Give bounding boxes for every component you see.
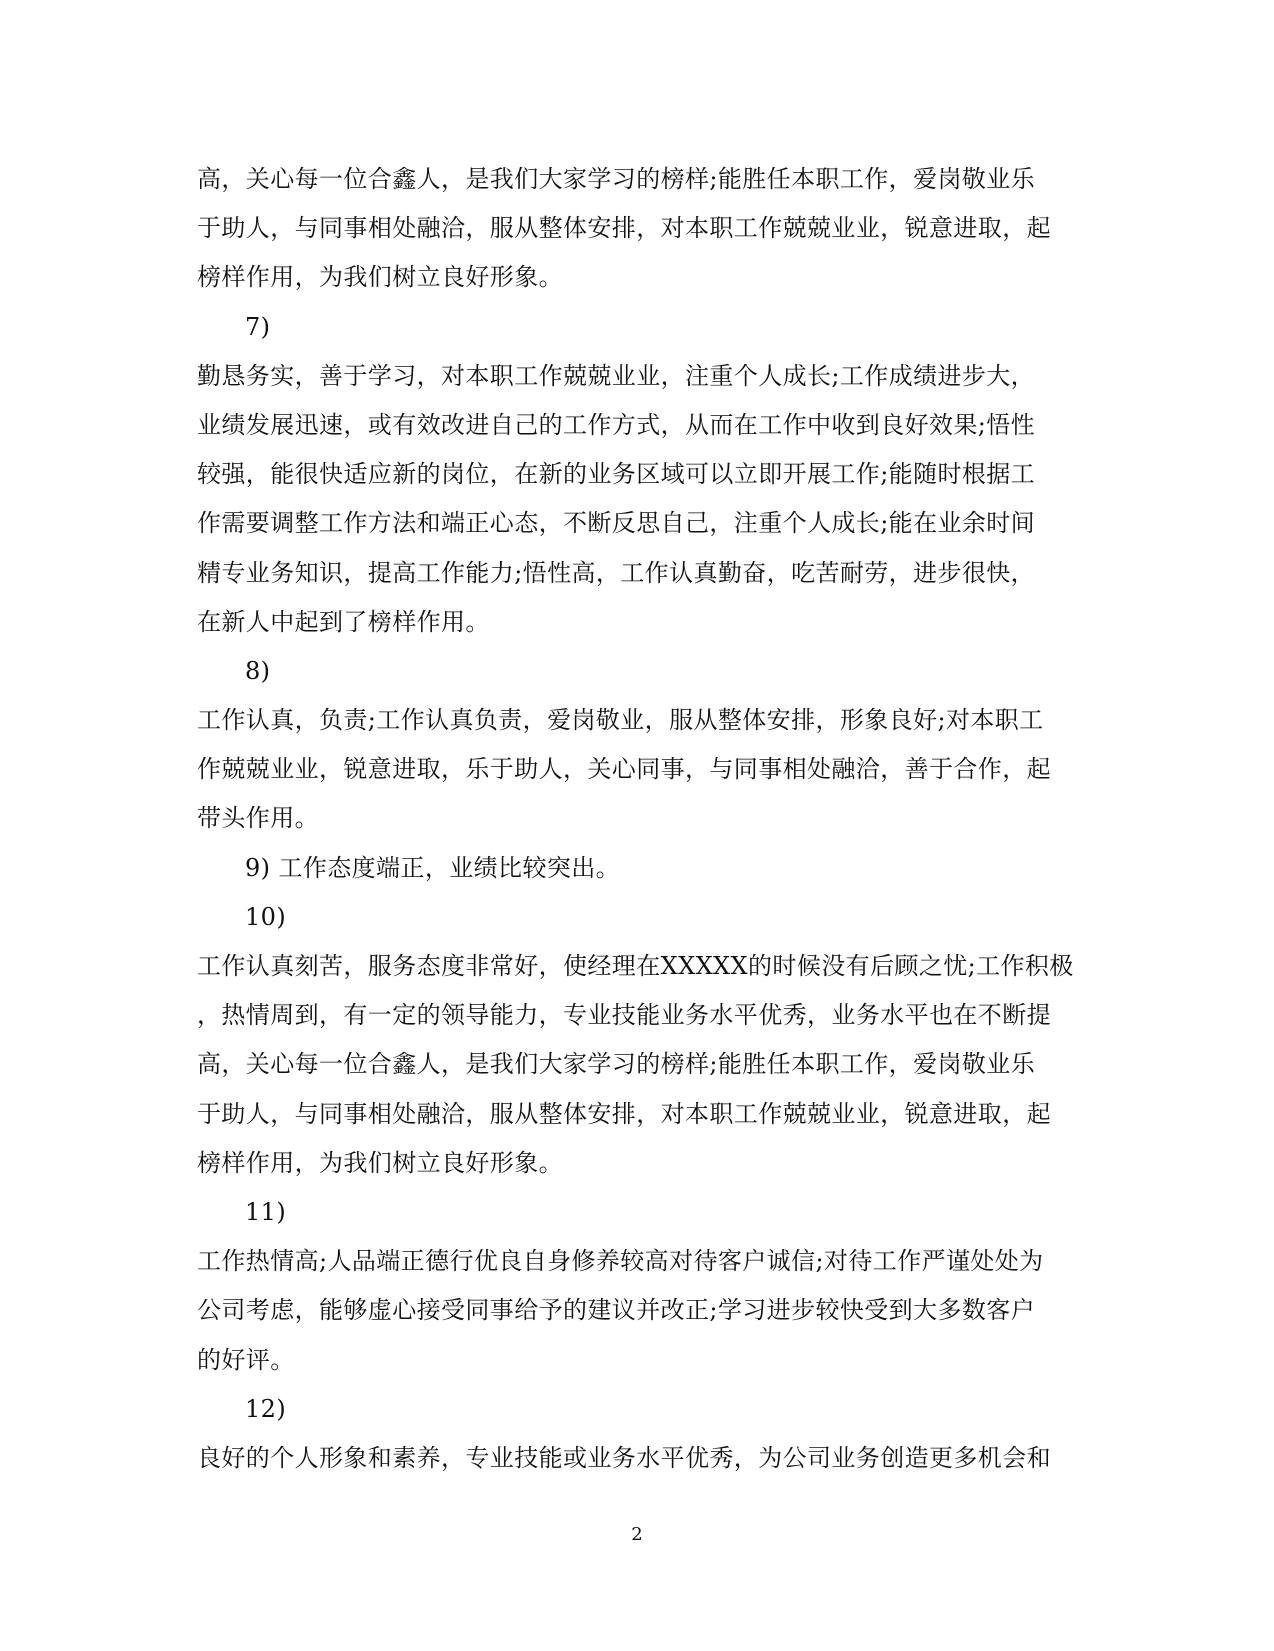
text-line: 业绩发展迅速，或有效改进自己的工作方式，从而在工作中收到良好效果;悟性 — [197, 410, 1036, 439]
text-line: ，热情周到，有一定的领导能力，专业技能业务水平优秀，业务水平也在不断提 — [197, 1001, 1051, 1030]
text-line: 于助人，与同事相处融洽，服从整体安排，对本职工作兢兢业业，锐意进取，起 — [197, 214, 1051, 243]
text-line: 7) — [245, 312, 271, 341]
text-line: 8) — [245, 656, 271, 685]
text-line: 榜样作用，为我们树立良好形象。 — [197, 263, 563, 292]
text-line: 勤恳务实，善于学习，对本职工作兢兢业业，注重个人成长;工作成绩进步大， — [197, 361, 1036, 390]
text-line: 良好的个人形象和素养，专业技能或业务水平优秀，为公司业务创造更多机会和 — [197, 1443, 1051, 1472]
text-line: 12) — [245, 1394, 287, 1423]
text-line: 在新人中起到了榜样作用。 — [197, 607, 490, 636]
text-line: 工作认真，负责;工作认真负责，爱岗敬业，服从整体安排，形象良好;对本职工 — [197, 706, 1044, 735]
text-line: 较强，能很快适应新的岗位，在新的业务区域可以立即开展工作;能随时根据工 — [197, 460, 1036, 489]
text-line: 精专业务知识，提高工作能力;悟性高，工作认真勤奋，吃苦耐劳，进步很快， — [197, 558, 1036, 587]
text-line: 榜样作用，为我们树立良好形象。 — [197, 1148, 563, 1177]
text-line: 于助人，与同事相处融洽，服从整体安排，对本职工作兢兢业业，锐意进取，起 — [197, 1099, 1051, 1128]
page-number: 2 — [631, 1524, 643, 1545]
text-line: 高，关心每一位合鑫人，是我们大家学习的榜样;能胜任本职工作，爱岗敬业乐 — [197, 1050, 1036, 1079]
text-line: 9) 工作态度端正，业绩比较突出。 — [245, 853, 621, 882]
text-line: 11) — [245, 1197, 287, 1226]
text-line: 工作热情高;人品端正德行优良自身修养较高对待客户诚信;对待工作严谨处处为 — [197, 1247, 1044, 1276]
text-line: 带头作用。 — [197, 804, 319, 833]
text-line: 高，关心每一位合鑫人，是我们大家学习的榜样;能胜任本职工作，爱岗敬业乐 — [197, 165, 1036, 193]
text-line: 的好评。 — [197, 1345, 295, 1374]
document-body — [197, 155, 1077, 1483]
text-line: 作兢兢业业，锐意进取，乐于助人，关心同事，与同事相处融洽，善于合作，起 — [197, 755, 1051, 784]
text-line: 10) — [245, 902, 287, 931]
text-line: 作需要调整工作方法和端正心态，不断反思自己，注重个人成长;能在业余时间 — [197, 509, 1036, 538]
text-line: 工作认真刻苦，服务态度非常好，使经理在XXXXX的时候没有后顾之忧;工作积极 — [197, 952, 1074, 980]
text-line: 公司考虑，能够虚心接受同事给予的建议并改正;学习进步较快受到大多数客户 — [197, 1296, 1036, 1325]
